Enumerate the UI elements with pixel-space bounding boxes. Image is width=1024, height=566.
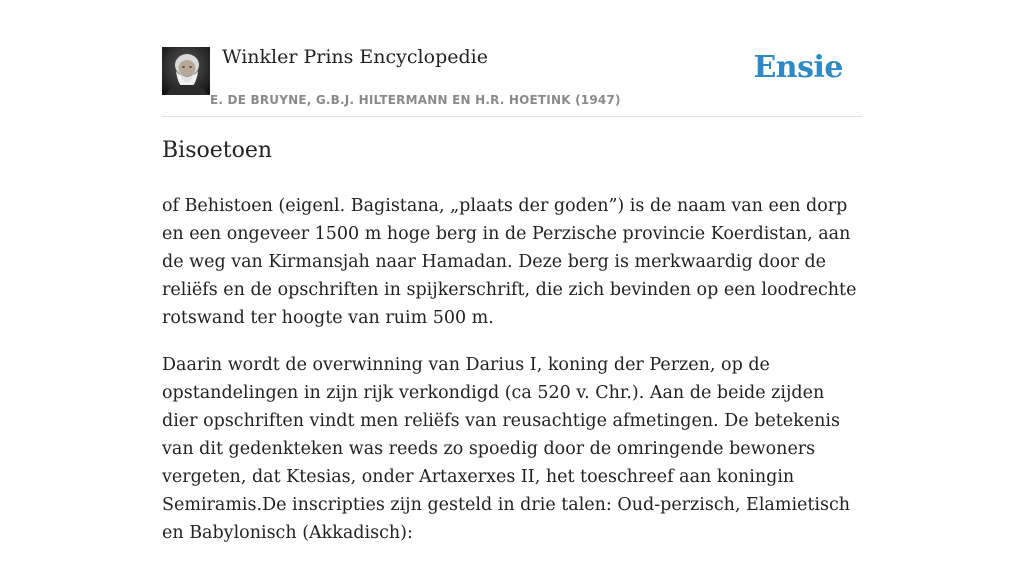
header: [162, 46, 862, 117]
site-title: Winkler Prins Encyclopedie: [222, 46, 488, 68]
article-title: Bisoetoen: [162, 138, 273, 163]
article-paragraph: Daarin wordt de overwinning van Darius I, koning der Perzen, op de opstandelingen in zijn rijk verkondigd (ca 520 v. Chr.). Aan de beide zijden dier opschriften vindt men reliëfs van reusachtige afmetingen. De betekenis van dit gedenkteken was reeds zo spoedig door de omringende bewoners vergeten, dat Ktesias, onder Artaxerxes II, het toeschreef aan koningin Semiramis.De inscripties zijn gesteld in drie talen: Oud-perzisch, Elamietisch en Babylonisch (Akkadisch):: [162, 355, 851, 543]
article-paragraph: of Behistoen (eigenl. Bagistana, „plaats der goden”) is de naam van een dorp en een ongeveer 1500 m hoge berg in de Perzische provincie Koerdistan, aan de weg van Kirmansjah naar Hamadan. Deze berg is merkwaardig door de reliëfs en de opschriften in spijkerschrift, die zich bevinden op een loodrechte rotswand ter hoogte van ruim 500 m.: [162, 196, 857, 328]
author-portrait-icon: [162, 47, 210, 95]
author-avatar: [162, 47, 210, 95]
brand-logo-link[interactable]: Ensie: [753, 50, 843, 85]
article-body: [162, 192, 862, 566]
author-credits: E. DE BRUYNE, G.B.J. HILTERMANN EN H.R. HOETINK (1947): [210, 93, 621, 107]
